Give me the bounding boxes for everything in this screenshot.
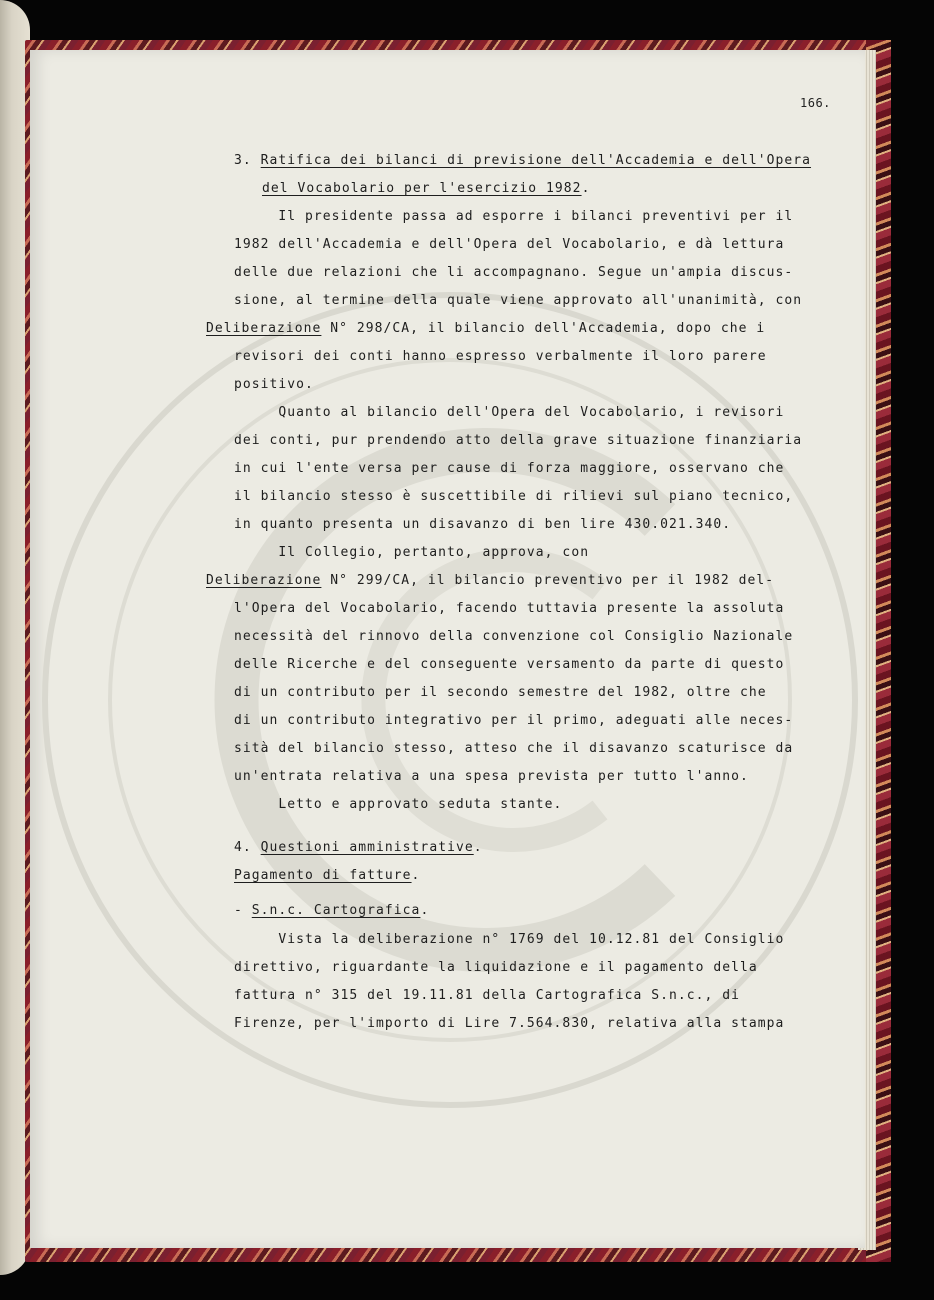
text-line: sione, al termine della quale viene approvato all'unanimità, con [234, 293, 803, 308]
deliberation-text: N° 298/CA, il bilancio dell'Accademia, dopo che i [321, 321, 766, 336]
subheading-period: . [411, 868, 421, 883]
text-line: necessità del rinnovo della convenzione col Consiglio Nazionale [234, 629, 794, 644]
text-line: l'Opera del Vocabolario, facendo tuttavia presente la assoluta [234, 601, 785, 616]
deliberation-text: N° 299/CA, il bilancio preventivo per il 1982 del- [321, 573, 775, 588]
text-line: Quanto al bilancio dell'Opera del Vocabolario, i revisori [234, 405, 785, 420]
section-title: Ratifica dei bilanci di previsione dell'Accademia e dell'Opera [260, 153, 812, 168]
text-line: Letto e approvato seduta stante. [234, 797, 563, 812]
text-line: delle due relazioni che li accompagnano. Segue un'ampia discus- [234, 265, 794, 280]
section-number: 4. [234, 840, 252, 855]
text-line: Firenze, per l'importo di Lire 7.564.830, relativa alla stampa [234, 1016, 785, 1031]
section-4-heading [234, 840, 483, 855]
text-line: fattura n° 315 del 19.11.81 della Cartografica S.n.c., di [234, 988, 740, 1003]
deliberation-298 [206, 321, 765, 336]
text-line: Vista la deliberazione n° 1769 del 10.12.81 del Consiglio [234, 932, 785, 947]
text-line: in quanto presenta un disavanzo di ben lire 430.021.340. [234, 517, 732, 532]
text-line: dei conti, pur prendendo atto della grave situazione finanziaria [234, 433, 803, 448]
heading-period: . [581, 181, 591, 196]
section-number: 3. [234, 153, 252, 168]
section-title-cont: del Vocabolario per l'esercizio 1982 [262, 181, 582, 196]
text-line: delle Ricerche e del conseguente versamento da parte di questo [234, 657, 785, 672]
text-line: in cui l'ente versa per cause di forza maggiore, osservano che [234, 461, 785, 476]
document-page [30, 50, 865, 1248]
text-line: di un contributo integrativo per il primo, adeguati alle neces- [234, 713, 794, 728]
text-line: positivo. [234, 377, 314, 392]
deliberation-label: Deliberazione [206, 573, 322, 588]
text-line: direttivo, riguardante la liquidazione e il pagamento della [234, 960, 758, 975]
section-3-heading [234, 153, 811, 168]
section-title: Questioni amministrative [260, 840, 474, 855]
text-line: Il Collegio, pertanto, approva, con [234, 545, 590, 560]
list-item-text: S.n.c. Cartografica [251, 903, 421, 918]
subheading-text: Pagamento di fatture [234, 868, 412, 883]
text-line: un'entrata relativa a una spesa prevista per tutto l'anno. [234, 769, 749, 784]
page-number: 166. [800, 96, 831, 110]
list-item-period: . [420, 903, 430, 918]
list-item [234, 903, 429, 918]
deliberation-299 [206, 573, 774, 588]
text-line: il bilancio stesso è suscettibile di rilievi sul piano tecnico, [234, 489, 794, 504]
deliberation-label: Deliberazione [206, 321, 322, 336]
text-line: revisori dei conti hanno espresso verbalmente il loro parere [234, 349, 767, 364]
text-line: 1982 dell'Accademia e dell'Opera del Vocabolario, e dà lettura [234, 237, 785, 252]
subheading [234, 868, 420, 883]
text-line: sità del bilancio stesso, atteso che il disavanzo scaturisce da [234, 741, 794, 756]
text-line: Il presidente passa ad esporre i bilanci preventivi per il [234, 209, 794, 224]
section-3-heading-cont [262, 181, 590, 196]
list-dash: - [234, 903, 252, 918]
text-line: di un contributo per il secondo semestre del 1982, oltre che [234, 685, 767, 700]
heading-period: . [473, 840, 483, 855]
